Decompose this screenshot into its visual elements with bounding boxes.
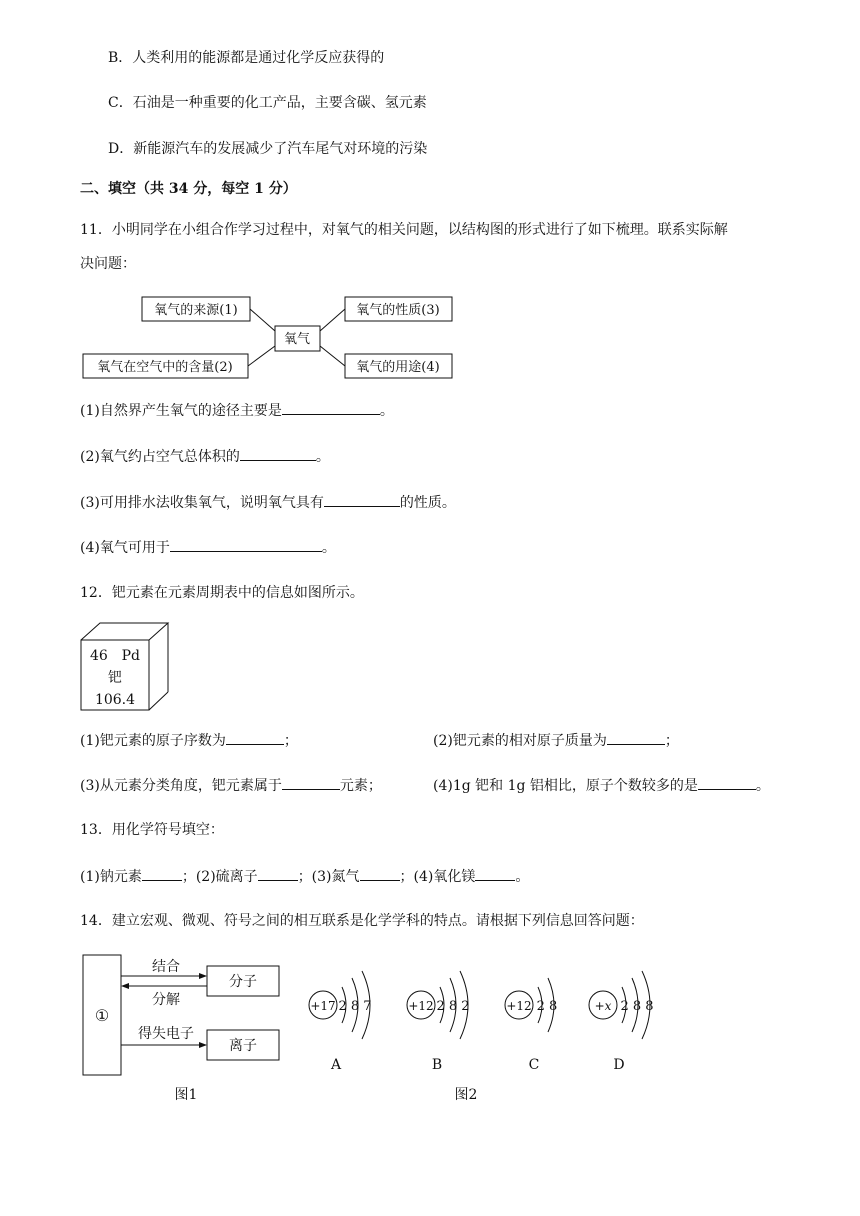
- semicolon: ；: [283, 733, 298, 749]
- diagram-property: 氧气的性质(3): [356, 303, 440, 318]
- atom-b-shells: 2 8 2: [436, 999, 470, 1014]
- answer-blank[interactable]: [360, 866, 400, 881]
- q11-p1-text: (1)自然界产生氧气的途径主要是: [80, 403, 282, 419]
- oxygen-structure-diagram: [0, 0, 860, 400]
- element-symbol: Pd: [121, 648, 140, 664]
- figure2-atom-structures: [290, 950, 670, 1110]
- diagram-use: 氧气的用途(4): [356, 360, 440, 375]
- atom-d-shells: 2 8 8: [620, 999, 654, 1014]
- palladium-element-card: [78, 620, 178, 715]
- answer-blank[interactable]: [240, 446, 316, 461]
- q12-p2-text: (2)钯元素的相对原子质量为: [433, 733, 607, 749]
- q12-part1: [80, 730, 298, 751]
- q13-s4: ；(4)氧化镁: [399, 869, 476, 885]
- atom-d-nucleus: +x: [594, 999, 612, 1013]
- q13-s3: ；(3)氮气: [297, 869, 360, 885]
- option-d: D．新能源汽车的发展减少了汽车尾气对环境的污染: [108, 141, 428, 157]
- q11-part2: [80, 446, 330, 467]
- answer-blank[interactable]: [258, 866, 298, 881]
- diagram-source: 氧气的来源(1): [154, 303, 238, 318]
- end-mark: 。: [321, 540, 336, 556]
- q13-stem: 13．用化学符号填空：: [80, 822, 224, 838]
- q12-p1-text: (1)钯元素的原子序数为: [80, 733, 226, 749]
- end-mark: 。: [515, 869, 530, 885]
- figure1-particle-relations: [0, 940, 300, 1110]
- fig1-ion: 离子: [229, 1038, 257, 1054]
- q11-p2-text: (2)氧气约占空气总体积的: [80, 449, 240, 465]
- end-mark: 。: [379, 403, 394, 419]
- atom-a-nucleus: +17: [310, 999, 336, 1013]
- option-c: C．石油是一种重要的化工产品，主要含碳、氢元素: [108, 95, 427, 111]
- atom-b-label: B: [431, 1057, 443, 1073]
- atom-c-shells: 2 8: [536, 999, 558, 1014]
- q12-part3: [80, 775, 382, 796]
- semicolon: ；: [664, 733, 679, 749]
- q12-part2: [433, 730, 679, 751]
- q11-part4: [80, 537, 336, 558]
- atom-c: [505, 978, 557, 1073]
- section-title: 二、填空（共 34 分，每空 1 分）: [80, 181, 297, 197]
- end-mark: 。: [755, 778, 770, 794]
- q13-s2: ；(2)硫离子: [181, 869, 258, 885]
- q12-p4-text: (4)1g 钯和 1g 铝相比，原子个数较多的是: [433, 778, 698, 794]
- q11-p3-text: (3)可用排水法收集氧气，说明氧气具有: [80, 495, 324, 511]
- element-mass: 106.4: [94, 692, 136, 708]
- answer-blank[interactable]: [226, 730, 284, 745]
- q12-stem: 12．钯元素在元素周期表中的信息如图所示。: [80, 585, 364, 601]
- answer-blank[interactable]: [698, 775, 756, 790]
- fig1-molecule: 分子: [229, 974, 257, 990]
- atom-c-label: C: [528, 1057, 540, 1073]
- atom-b: [407, 971, 470, 1073]
- q11-part3: [80, 492, 456, 513]
- answer-blank[interactable]: [607, 730, 665, 745]
- atom-a: [309, 971, 372, 1073]
- q12-part4: [433, 775, 770, 796]
- q13-s1: (1)钠元素: [80, 869, 142, 885]
- fig1-combine: 结合: [152, 959, 180, 975]
- q12-p3-text: (3)从元素分类角度，钯元素属于: [80, 778, 282, 794]
- element-number: 46: [90, 648, 108, 664]
- element-name: 钯: [108, 670, 122, 686]
- answer-blank[interactable]: [324, 492, 400, 507]
- answer-blank[interactable]: [142, 866, 182, 881]
- answer-blank[interactable]: [282, 400, 380, 415]
- atom-c-nucleus: +12: [506, 999, 532, 1013]
- q12-p3-tail: 元素；: [339, 778, 382, 794]
- fig1-decompose: 分解: [152, 992, 180, 1008]
- answer-blank[interactable]: [282, 775, 340, 790]
- fig1-caption: 图1: [174, 1087, 198, 1103]
- atom-b-nucleus: +12: [408, 999, 434, 1013]
- q13-line: [80, 866, 529, 887]
- q11-part1: [80, 400, 394, 421]
- answer-blank[interactable]: [170, 537, 322, 552]
- end-mark: 。: [315, 449, 330, 465]
- q11-stem-line2: 决问题：: [80, 256, 136, 272]
- atom-d: [589, 971, 654, 1073]
- fig1-circle-label: ①: [94, 1006, 110, 1025]
- q11-stem-line1: 11．小明同学在小组合作学习过程中，对氧气的相关问题，以结构图的形式进行了如下梳理。联系实际解: [80, 222, 728, 238]
- option-b: B．人类利用的能源都是通过化学反应获得的: [108, 50, 385, 66]
- diagram-center: 氧气: [283, 332, 311, 347]
- atom-d-label: D: [613, 1057, 625, 1073]
- answer-blank[interactable]: [475, 866, 515, 881]
- atom-a-label: A: [330, 1057, 342, 1073]
- diagram-content: 氧气在空气中的含量(2): [97, 360, 233, 375]
- fig1-gain-lose: 得失电子: [138, 1026, 194, 1042]
- q11-p3-tail: 的性质。: [399, 495, 456, 511]
- fig2-caption: 图2: [454, 1087, 478, 1103]
- q11-p4-text: (4)氧气可用于: [80, 540, 170, 556]
- q14-stem: 14．建立宏观、微观、符号之间的相互联系是化学学科的特点。请根据下列信息回答问题：: [80, 913, 644, 929]
- atom-a-shells: 2 8 7: [338, 999, 372, 1014]
